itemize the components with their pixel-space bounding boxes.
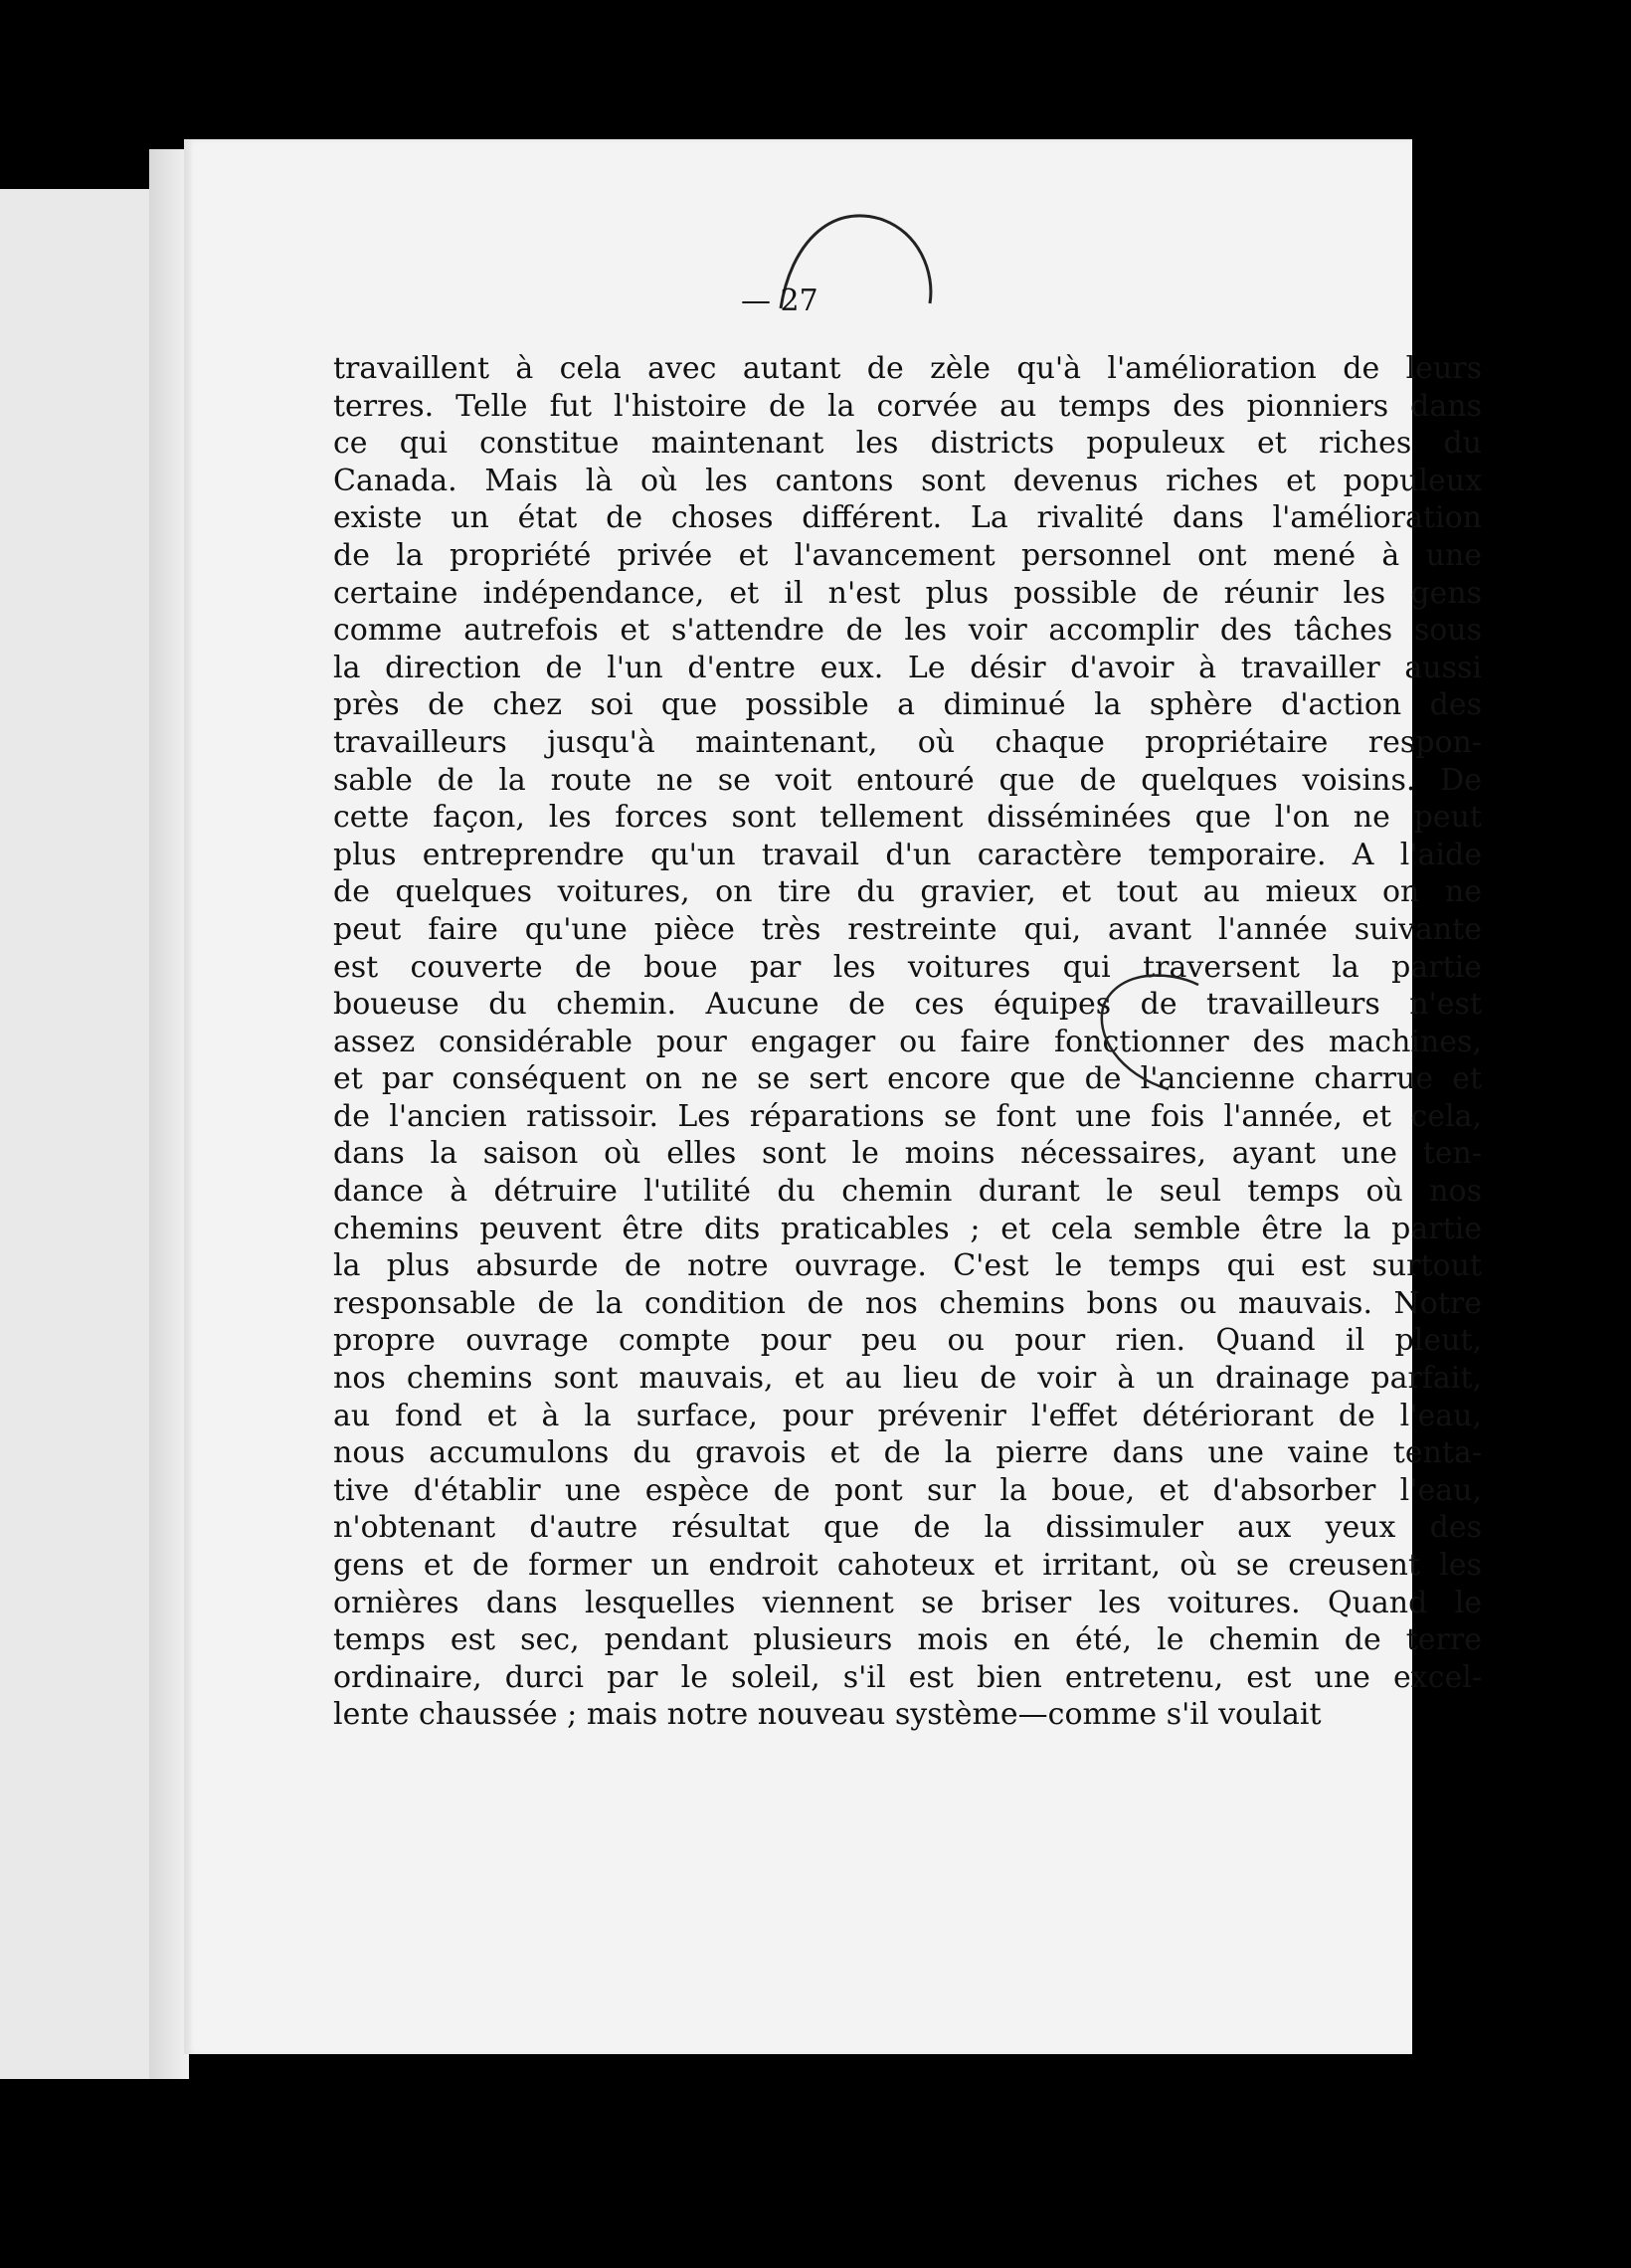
text-line: boueuse du chemin. Aucune de ces équipes de travailleurs n'est bbox=[333, 987, 1482, 1023]
text-line: n'obtenant d'autre résultat que de la dissimuler aux yeux des bbox=[333, 1510, 1482, 1546]
page-gutter bbox=[149, 149, 189, 2079]
body-text bbox=[333, 350, 1482, 1734]
text-line: ornières dans lesquelles viennent se briser les voitures. Quand le bbox=[333, 1585, 1482, 1620]
text-line: peut faire qu'une pièce très restreinte qui, avant l'année suivante bbox=[333, 911, 1482, 947]
text-line: et par conséquent on ne se sert encore que de l'ancienne charrue et bbox=[333, 1061, 1482, 1097]
text-line: sable de la route ne se voit entouré que de quelques voisins. De bbox=[333, 762, 1482, 798]
text-line: ce qui constitue maintenant les districts populeux et riches du bbox=[333, 426, 1482, 462]
text-line: la direction de l'un d'entre eux. Le désir d'avoir à travailler aussi bbox=[333, 650, 1482, 685]
page-number: — 27 bbox=[741, 284, 818, 318]
text-line: tive d'établir une espèce de pont sur la boue, et d'absorber l'eau, bbox=[333, 1472, 1482, 1508]
text-line: dance à détruire l'utilité du chemin durant le seul temps où nos bbox=[333, 1174, 1482, 1210]
text-line: près de chez soi que possible a diminué la sphère d'action des bbox=[333, 687, 1482, 723]
text-line: comme autrefois et s'attendre de les voir accomplir des tâches sous bbox=[333, 613, 1482, 649]
text-line: Canada. Mais là où les cantons sont devenus riches et populeux bbox=[333, 463, 1482, 498]
text-line: de l'ancien ratissoir. Les réparations se font une fois l'année, et cela, bbox=[333, 1098, 1482, 1134]
text-line: certaine indépendance, et il n'est plus possible de réunir les gens bbox=[333, 575, 1482, 611]
text-line: nos chemins sont mauvais, et au lieu de voir à un drainage parfait, bbox=[333, 1361, 1482, 1397]
text-line: travaillent à cela avec autant de zèle qu'à l'amélioration de leurs bbox=[333, 351, 1482, 386]
document-page bbox=[184, 139, 1482, 2054]
text-line: au fond et à la surface, pour prévenir l'effet détériorant de l'eau, bbox=[333, 1398, 1482, 1433]
text-line: temps est sec, pendant plusieurs mois en été, le chemin de terre bbox=[333, 1622, 1482, 1658]
text-line: responsable de la condition de nos chemins bons ou mauvais. Notre bbox=[333, 1285, 1482, 1321]
text-line: de la propriété privée et l'avancement personnel ont mené à une bbox=[333, 537, 1482, 573]
text-line: ordinaire, durci par le soleil, s'il est bien entretenu, est une excel- bbox=[333, 1659, 1482, 1695]
text-line: existe un état de choses différent. La rivalité dans l'amélioration bbox=[333, 500, 1482, 536]
text-line: nous accumulons du gravois et de la pierre dans une vaine tenta- bbox=[333, 1435, 1482, 1471]
text-line: cette façon, les forces sont tellement disséminées que l'on ne peut bbox=[333, 800, 1482, 836]
text-line: plus entreprendre qu'un travail d'un caractère temporaire. A l'aide bbox=[333, 837, 1482, 872]
text-line: la plus absurde de notre ouvrage. C'est le temps qui est surtout bbox=[333, 1248, 1482, 1284]
text-line: chemins peuvent être dits praticables ; et cela semble être la partie bbox=[333, 1211, 1482, 1246]
text-line: gens et de former un endroit cahoteux et irritant, où se creusent les bbox=[333, 1548, 1482, 1583]
text-line: de quelques voitures, on tire du gravier, et tout au mieux on ne bbox=[333, 874, 1482, 910]
text-line: terres. Telle fut l'histoire de la corvée au temps des pionniers dans bbox=[333, 388, 1482, 424]
text-line: lente chaussée ; mais notre nouveau système—comme s'il voulait bbox=[333, 1697, 1322, 1733]
text-line: assez considérable pour engager ou faire fonctionner des machines, bbox=[333, 1024, 1482, 1059]
text-line: travailleurs jusqu'à maintenant, où chaque propriétaire respon- bbox=[333, 724, 1482, 760]
text-line: est couverte de boue par les voitures qui traversent la partie bbox=[333, 949, 1482, 985]
text-line: propre ouvrage compte pour peu ou pour rien. Quand il pleut, bbox=[333, 1323, 1482, 1359]
text-line: dans la saison où elles sont le moins nécessaires, ayant une ten- bbox=[333, 1136, 1482, 1172]
